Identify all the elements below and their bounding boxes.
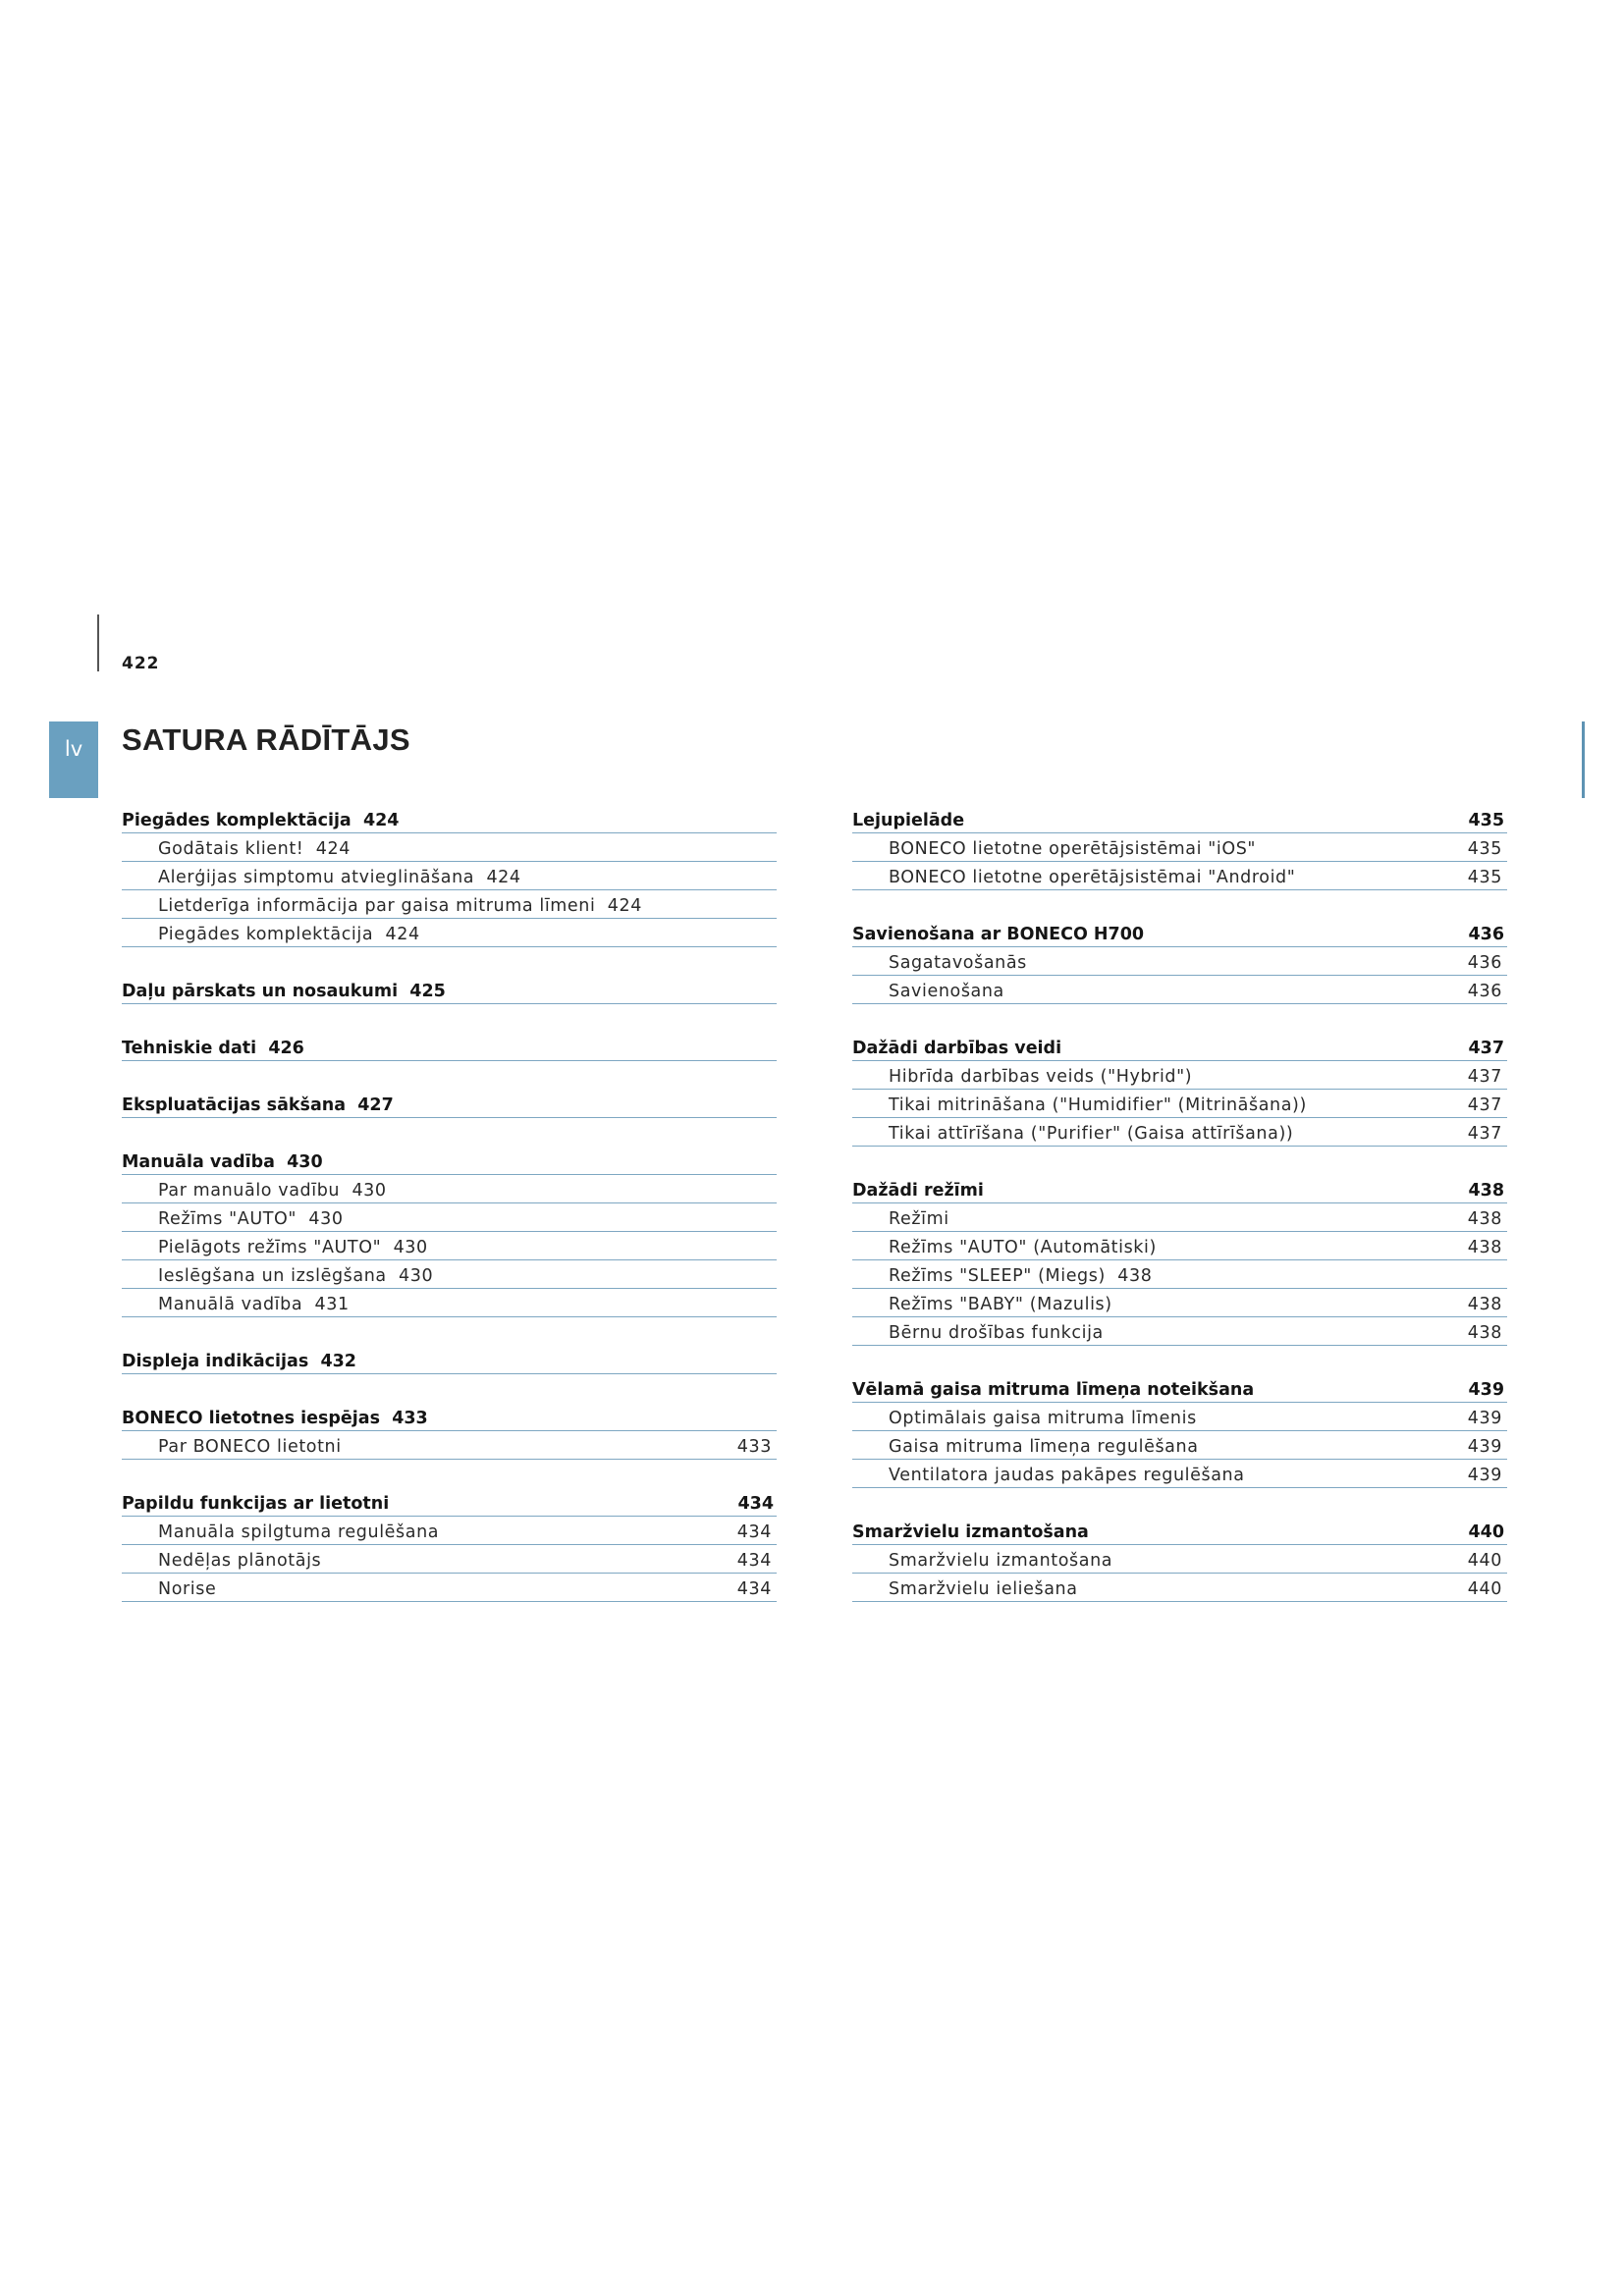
toc-section[interactable]: Vēlamā gaisa mitruma līmeņa noteikšana 439 [852,1374,1507,1403]
toc-item[interactable]: Režīmi 438 [852,1203,1507,1232]
right-edge-marker [1582,721,1585,798]
toc-item[interactable]: Tikai attīrīšana ("Purifier" (Gaisa attīrīšana)) 437 [852,1118,1507,1147]
toc-section[interactable]: Daļu pārskats un nosaukumi 425 [122,976,777,1004]
toc-item[interactable]: Ieslēgšana un izslēgšana 430 [122,1260,777,1289]
toc-left-column [122,805,777,1602]
toc-item[interactable]: Gaisa mitruma līmeņa regulēšana 439 [852,1431,1507,1460]
toc-section[interactable]: Savienošana ar BONECO H700 436 [852,919,1507,947]
toc-section[interactable]: Smaržvielu izmantošana 440 [852,1517,1507,1545]
toc-item[interactable]: Tikai mitrināšana ("Humidifier" (Mitrināšana)) 437 [852,1090,1507,1118]
toc-item[interactable]: Smaržvielu izmantošana 440 [852,1545,1507,1574]
toc-item[interactable]: BONECO lietotne operētājsistēmai "iOS" 435 [852,833,1507,862]
toc-item[interactable]: Hibrīda darbības veids ("Hybrid") 437 [852,1061,1507,1090]
toc-item[interactable]: Režīms "BABY" (Mazulis) 438 [852,1289,1507,1317]
toc-section[interactable]: Tehniskie dati 426 [122,1033,777,1061]
toc-item[interactable]: Par BONECO lietotni 433 [122,1431,777,1460]
toc-right-column [852,805,1507,1602]
toc-item[interactable]: Alerģijas simptomu atvieglināšana 424 [122,862,777,890]
toc-item[interactable]: BONECO lietotne operētājsistēmai "Android" 435 [852,862,1507,890]
toc-item[interactable]: Pielāgots režīms "AUTO" 430 [122,1232,777,1260]
toc-item[interactable]: Savienošana 436 [852,976,1507,1004]
toc-item[interactable]: Smaržvielu ieliešana 440 [852,1574,1507,1602]
page-number-divider [97,614,99,671]
language-tab: lv [49,721,98,798]
toc-item[interactable]: Optimālais gaisa mitruma līmenis 439 [852,1403,1507,1431]
toc-item[interactable]: Godātais klient! 424 [122,833,777,862]
toc-section[interactable]: BONECO lietotnes iespējas 433 [122,1403,777,1431]
toc-section[interactable]: Ekspluatācijas sākšana 427 [122,1090,777,1118]
toc-section[interactable]: Manuāla vadība 430 [122,1147,777,1175]
toc-item[interactable]: Režīms "SLEEP" (Miegs) 438 [852,1260,1507,1289]
toc-section[interactable]: Piegādes komplektācija 424 [122,805,777,833]
toc-item[interactable]: Manuālā vadība 431 [122,1289,777,1317]
toc-section[interactable]: Dažādi režīmi 438 [852,1175,1507,1203]
toc-item[interactable]: Režīms "AUTO" (Automātiski) 438 [852,1232,1507,1260]
toc-item[interactable]: Manuāla spilgtuma regulēšana 434 [122,1517,777,1545]
toc-item[interactable]: Bērnu drošības funkcija 438 [852,1317,1507,1346]
toc-item[interactable]: Nedēļas plānotājs 434 [122,1545,777,1574]
toc-section[interactable]: Lejupielāde 435 [852,805,1507,833]
page-title: SATURA RĀDĪTĀJS [122,722,410,757]
toc-item[interactable]: Norise 434 [122,1574,777,1602]
toc-section[interactable]: Displeja indikācijas 432 [122,1346,777,1374]
toc-section[interactable]: Papildu funkcijas ar lietotni 434 [122,1488,777,1517]
toc-item[interactable]: Režīms "AUTO" 430 [122,1203,777,1232]
toc-item[interactable]: Ventilatora jaudas pakāpes regulēšana 439 [852,1460,1507,1488]
toc-section[interactable]: Dažādi darbības veidi 437 [852,1033,1507,1061]
toc-item[interactable]: Piegādes komplektācija 424 [122,919,777,947]
toc-item[interactable]: Sagatavošanās 436 [852,947,1507,976]
toc-item[interactable]: Par manuālo vadību 430 [122,1175,777,1203]
page-number: 422 [122,654,160,673]
toc-item[interactable]: Lietderīga informācija par gaisa mitruma līmeni 424 [122,890,777,919]
